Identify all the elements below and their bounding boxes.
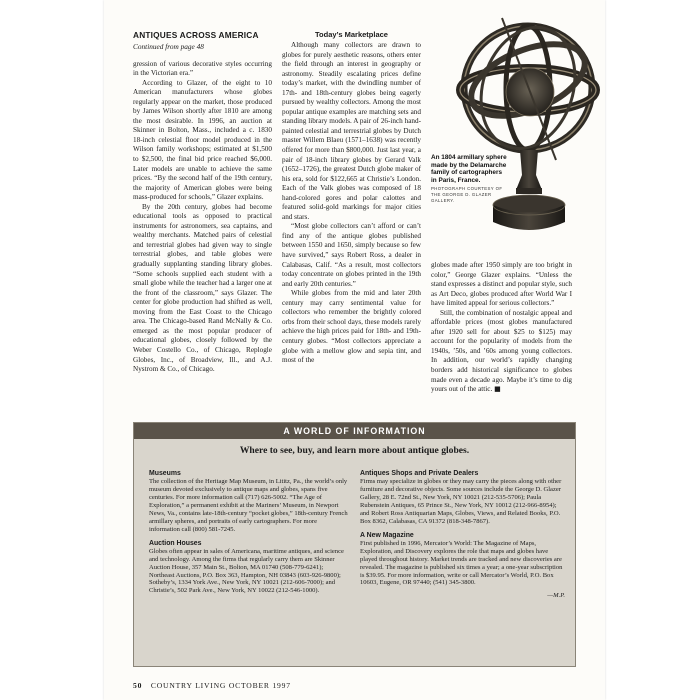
sidebar-subheader: Where to see, buy, and learn more about antique globes. xyxy=(239,445,470,456)
page-footer xyxy=(133,681,291,690)
photo-caption: An 1804 armillary sphere made by the Delamarche family of cartographers in Paris, France. xyxy=(431,154,507,184)
shops-text: Firms may specialize in globes or they may carry the pieces along with other furniture and decorative objects. Some sources include the George D. Glazer Gallery, 28 E. 72nd St., New York, NY 10021 (212-535-5706); Paula Rubenstein Antiques, 65 Prince St., New York, NY 10012 (212-966-8954); and Robert Ross Antiquarian Maps, Globes, Views, and Related Books, P.O. Box 8362, Calabasas, CA 91372 (818-348-7867). xyxy=(360,478,562,525)
author-signature: —M.P. xyxy=(547,592,565,600)
magazine-page xyxy=(104,0,605,700)
paragraph: Although many collectors are drawn to globes for purely aesthetic reasons, others enter the field through an interest in geography or astronomy. Steadily escalating prices define today’s market, with the dwindling number of 17th- and 18th-century globes being eagerly pursued by wealthy collectors. Among the most popular antique examples are matching sets and standing library models. A pair of 26-inch hand-painted celestial and terrestrial globes by Dutch master Willem Blaeu (1571–1638) was recently offered for more than $800,000. Just last year, a pair of 18-inch library globes by Gerard Valk (1652–1726), the greatest Dutch globe maker of his era, sold for $122,665 at Christie’s London. Each of the Valk globes was composed of 18 hand-colored gores and polar calottes and featured solid-gold markings for major cities and stars. xyxy=(282,41,421,221)
paragraph-last xyxy=(431,309,572,395)
shops-heading: Antiques Shops and Private Dealers xyxy=(360,470,479,477)
magazine-name: COUNTRY LIVING xyxy=(150,681,227,690)
paragraph: While globes from the mid and later 20th century may carry sentimental value for collectors who remember the brightly colored orbs from their school days, these models rarely achieve the high prices paid for 18th- and 19th-century globes. “Most collectors appreciate a globe with a mellow glow and sepia tint, and most of the xyxy=(282,289,421,365)
auction-text: Globes often appear in sales of Americana, maritime antiques, and science and technology. Among the firms that regularly carry them are Skinner Auction House, 357 Main St., Bolton, MA 01740 (508-779-6241); Northeast Auctions, P.O. Box 363, Hampton, NH 03843 (603-926-9800); Sotheby’s, 1334 York Ave., New York, NY 10021 (212-606-7000); and Christie’s, 502 Park Ave., New York, NY 10022 (212-546-1000). xyxy=(149,547,344,595)
paragraph: “Most globe collectors can’t afford or can’t find any of the antique globes published between 1550 and 1650, simply because so few have survived,” says Robert Ross, a dealer in Calabasas, Calif. “As a result, most collectors today concentrate on globes printed in the 19th and early 20th centuries.” xyxy=(282,222,421,288)
article-column-2 xyxy=(282,30,421,366)
sidebar-header: A WORLD OF INFORMATION xyxy=(134,423,575,439)
info-sidebar-box xyxy=(133,422,576,667)
continued-note: Continued from page 48 xyxy=(133,41,204,51)
paragraph: By the 20th century, globes had become educational tools as opposed to practical instruments for astronomers, sea captains, and wealthy merchants. Matched pairs of celestial and terrestrial globes had given way to single terrestrial globes, and table globes were gradually supplanting standing library globes. “Some schools supplied each student with a small globe while the teacher had a larger one at the front of the classroom,” says Glazer. The center for globe production had shifted as well, moving from the East Coast to the Chicago area. The Chicago-based Rand McNally & Co. emerged as the most popular producer of educational globes, closely followed by the Weber Costello Co., of Chicago, Replogle Globes, Inc., of Broadview, Ill., and A.J. Nystrom & Co., of Chicago. xyxy=(133,202,272,374)
article-column-3 xyxy=(431,261,572,395)
sidebar-column-2 xyxy=(360,469,565,600)
paragraph: globes made after 1950 simply are too bright in color,” George Glazer explains. “Unless the stand expresses a distinct and popular style, such as Art Deco, globes produced after World War I have limited appeal for serious collectors.” xyxy=(431,261,572,308)
armillary-sphere-photo xyxy=(424,0,605,250)
museums-text: The collection of the Heritage Map Museum, in Lititz, Pa., the world’s only museum devoted exclusively to antique maps and globes, spans five centuries. For more information call (717) 626-5002. “The Age of Exploration,” a permanent exhibit at the Mariners’ Museum, in Newport News, Va., contains late-18th-century “pocket globes,” 18th-century French armillary spheres, and portraits of early cartographers. For more information call (800) 581-7245. xyxy=(149,478,348,533)
article-column-1 xyxy=(133,30,272,375)
museums-heading: Museums xyxy=(149,470,181,477)
subhead: Today’s Marketplace xyxy=(315,30,388,39)
page-number: 50 xyxy=(133,681,143,690)
armillary-sphere-illustration xyxy=(424,0,605,250)
section-kicker: ANTIQUES ACROSS AMERICA xyxy=(133,30,259,40)
auction-heading: Auction Houses xyxy=(149,539,202,547)
photo-credit: PHOTOGRAPH COURTESY OF THE GEORGE D. GLAZER GALLERY. xyxy=(431,186,503,204)
end-mark-icon: ■ xyxy=(494,385,501,394)
sidebar-column-1 xyxy=(149,469,349,600)
magazine-text: First published in 1996, Mercator’s World: The Magazine of Maps, Exploration, and Discovery explores the role that maps and globes have played throughout history. Market trends are tracked and new discoveries are revealed. The magazine is published six times a year; a one-year subscription is $39.95. For more information, write or call Mercator’s World, P.O. Box 10603, Eugene, OR 97440; (541) 345-3800. xyxy=(360,539,563,587)
magazine-heading: A New Magazine xyxy=(360,531,414,539)
paragraph-text: Still, the combination of nostalgic appeal and affordable prices (most globes manufactured after 1920 sell for about $25 to $125) may account for the popularity of models from the 1940s, ’50s, and ’60s among young collectors. In addition, our world’s rapidly changing borders add historical significance to globes made even a decade ago. Maybe it’s time to dig yours out of the attic. xyxy=(431,308,572,394)
paragraph: According to Glazer, of the eight to 10 American manufacturers whose globes regularly appear on the market, those produced by James Wilson shortly after 1810 are among the most desirable. In 1996, an auction at Skinner in Bolton, Mass., included a c. 1830 18-inch celestial floor model produced in the Wilson family workshops; estimated at $1,500 to $2,500, the final bid price reached $6,000. Later models are unable to achieve the same prices. “By the second half of the 19th century, the majority of American globes were being mass-produced for schools,” Glazer explains. xyxy=(133,78,272,202)
issue-date: OCTOBER 1997 xyxy=(228,681,291,690)
paragraph: gression of various decorative styles occurring in the Victorian era.” xyxy=(133,59,272,78)
